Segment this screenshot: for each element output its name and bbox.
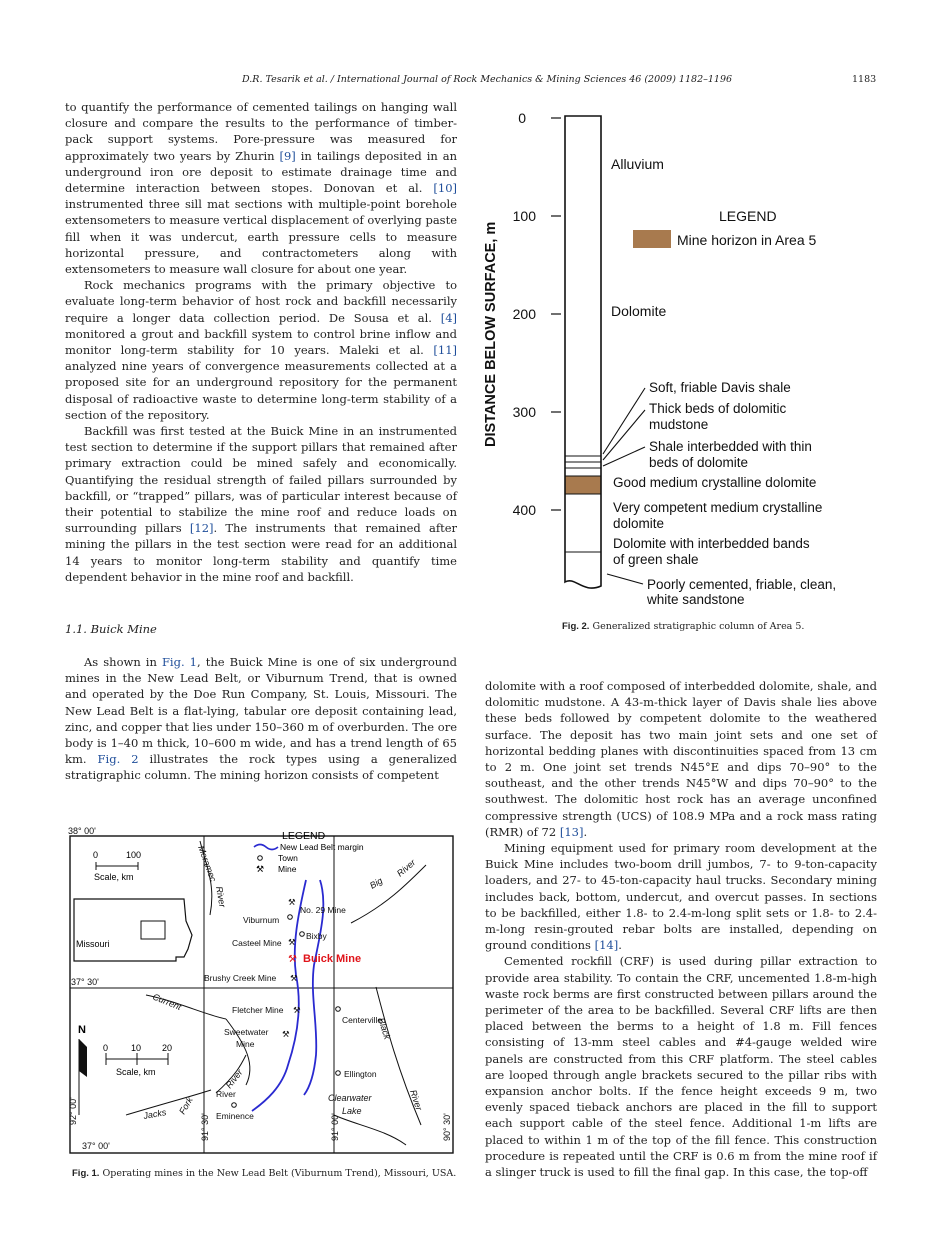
place-label: Viburnum <box>243 915 280 925</box>
scale-label: Scale, km <box>94 872 134 882</box>
paragraph: Mining equipment used for primary room development at the Buick Mine includes two-boom drill jumbos, 7- to 9-ton-capacity loaders, and 27- to 45-ton-capacity haul trucks. Secondary mining includes back, bottom, undercut, and overcut passes. In sections to be backfilled, either 1.8- to 2.4-m-long split sets or 1.8- to 2.4-m-long resin-grouted rebar bolts are installed, depending on ground conditions [14]. <box>485 841 877 953</box>
place-label: Brushy Creek Mine <box>204 973 277 983</box>
coord-label: 92° 00' <box>68 1097 78 1125</box>
caption-label: Fig. 2. <box>562 621 590 632</box>
strat-label: mudstone <box>649 417 709 432</box>
running-header <box>0 74 925 88</box>
left-column-top <box>65 99 457 585</box>
buick-mine-label: Buick Mine <box>303 953 362 965</box>
mine-horizon-band <box>565 476 601 494</box>
svg-text:Mine: Mine <box>278 864 297 874</box>
strat-label: Dolomite with interbedded bands <box>613 536 810 551</box>
strat-label: dolomite <box>613 516 665 531</box>
unit-label: Dolomite <box>611 303 667 319</box>
figure-1-caption <box>72 1168 456 1179</box>
svg-text:10: 10 <box>131 1043 142 1053</box>
axis-label: DISTANCE BELOW SURFACE, m <box>483 221 499 447</box>
strat-label: Soft, friable Davis shale <box>649 380 791 395</box>
left-column-bottom <box>65 654 457 784</box>
right-column <box>485 678 877 1180</box>
citation-link[interactable]: [4] <box>440 310 457 325</box>
scale-label: 0 <box>93 850 99 860</box>
citation-link[interactable]: [13] <box>559 824 584 839</box>
place-label: River <box>216 1089 236 1099</box>
svg-text:Black: Black <box>376 1016 393 1041</box>
svg-text:Town: Town <box>278 853 298 863</box>
citation-link[interactable]: [11] <box>433 343 457 358</box>
running-title: D.R. Tesarik et al. / International Journal of Rock Mechanics & Mining Sciences 46 (2009) 1182–1196 <box>242 74 733 85</box>
svg-text:Scale, km: Scale, km <box>116 1067 156 1077</box>
citation-link[interactable]: Fig. 2 <box>97 752 139 767</box>
svg-text:⚒: ⚒ <box>290 973 298 983</box>
svg-text:20: 20 <box>162 1043 173 1053</box>
coord-label: 91° 30' <box>200 1113 210 1141</box>
caption-text: Generalized stratigraphic column of Area 5. <box>592 621 805 632</box>
place-label: Fletcher Mine <box>232 1005 284 1015</box>
coord-label: 90° 30' <box>442 1113 452 1141</box>
paragraph: As shown in Fig. 1, the Buick Mine is one of six underground mines in the New Lead Belt, or Viburnum Trend, that is owned and operated by the Doe Run Company, St. Louis, Missouri. The New Lead Belt is a flat-lying, tabular ore deposit containing lead, zinc, and copper that lies under 150–360 m of overburden. The ore body is 1–40 m thick, 10–600 m wide, and has a trend length of 65 km. Fig. 2 illustrates the rock types using a generalized stratigraphic column. The mining horizon consists of competent <box>65 655 457 783</box>
svg-text:Meramec: Meramec <box>196 844 219 883</box>
paragraph: Cemented rockfill (CRF) is used during pillar extraction to provide area stability. To contain the CRF, uncemented 1.8-m-high waste rock berms are first constructed between pillars around the perimeter of the area to be backfilled. Several CRF lifts are then placed between the berms to a height of 1.8 m. Fill fences consisting of 13-mm steel cables and #4-gauge welded wire panels are constructed from this CRF platform. The steel cables are looped through angle brackets secured to the pillar ribs with expansion anchor bolts. If the fence height exceeds 9 m, two evenly spaced tieback anchors are placed in the fill to support each support cable of the steel fence. Additional 1-m lifts are placed to within 1 m of the top of the fill fence. This construction procedure is repeated until the CRF is 0.6 m from the mine roof if a slinger truck is used to fill the final gap. In this case, the top-off <box>485 954 877 1180</box>
inset-state-label: Missouri <box>76 939 110 949</box>
place-label: No. 29 Mine <box>300 905 346 915</box>
legend-title: LEGEND <box>719 208 777 224</box>
scale-label: 100 <box>126 850 142 860</box>
tick-label: 300 <box>512 404 536 420</box>
paragraph: Rock mechanics programs with the primary objective to evaluate long-term behavior of host rock and backfill necessarily require a longer data collection period. De Sousa et al. [4] monitored a grout and backfill system to control brine inflow and monitor long-term stability for 10 years. Maleki et al. [11] analyzed nine years of convergence measurements collected at a proposed site for an underground repository for the permanent disposal of radioactive waste to determine long-term stability of a section of the repository. <box>65 278 457 422</box>
place-label: Sweetwater <box>224 1027 269 1037</box>
tick-label: 200 <box>512 306 536 322</box>
unit-label: Alluvium <box>611 156 664 172</box>
svg-text:River: River <box>394 857 418 879</box>
place-label: Bixby <box>306 931 327 941</box>
svg-text:Jacks: Jacks <box>142 1107 168 1121</box>
coord-label: 38° 00' <box>68 826 96 836</box>
place-label: Ellington <box>344 1069 377 1079</box>
svg-text:⚒: ⚒ <box>256 864 265 874</box>
svg-text:0: 0 <box>103 1043 109 1053</box>
strat-label: white sandstone <box>647 592 745 607</box>
citation-link[interactable]: [10] <box>433 181 457 196</box>
page-number: 1183 <box>852 74 877 85</box>
strat-label: Good medium crystalline dolomite <box>613 475 817 490</box>
svg-text:Current: Current <box>151 991 183 1013</box>
svg-text:⚒: ⚒ <box>293 1005 301 1015</box>
citation-link[interactable]: [9] <box>279 148 296 163</box>
paragraph: dolomite with a roof composed of interbedded dolomite, shale, and dolomitic mudstone. A 43-m-thick layer of Davis shale lies above these beds followed by competent dolomite to the weathered surface. The deposit has two main joint sets and one set of horizontal bedding planes with discontinuities spaced from 13 cm to 2 m. One joint set trends N45°E and dips 70–90° to the southeast, and the other trends N45°W and dips 70–90° to the southwest. The dolomitic host rock has an average unconfined compressive strength (UCS) of 108.9 MPa and a rock mass rating (RMR) of 72 [13]. <box>485 679 877 839</box>
place-label: Casteel Mine <box>232 938 282 948</box>
svg-text:Clearwater: Clearwater <box>328 1093 372 1103</box>
svg-text:New Lead Belt margin: New Lead Belt margin <box>280 842 364 852</box>
svg-text:River: River <box>408 1088 425 1112</box>
svg-text:Fork: Fork <box>177 1095 195 1116</box>
tick-label: 400 <box>512 502 536 518</box>
svg-text:N: N <box>78 1024 86 1036</box>
svg-text:River: River <box>214 885 228 909</box>
tick-label: 0 <box>518 110 526 126</box>
place-label: Mine <box>236 1039 255 1049</box>
strat-label: Poorly cemented, friable, clean, <box>647 577 837 592</box>
svg-text:⚒: ⚒ <box>288 954 297 965</box>
figure-2-stratigraphic-column <box>483 104 883 614</box>
place-label: Centerville <box>342 1015 383 1025</box>
svg-text:⚒: ⚒ <box>288 937 296 947</box>
coord-label: 37° 00' <box>82 1141 110 1151</box>
paragraph: to quantify the performance of cemented tailings on hanging wall closure and compare the results to the performance of timber-pack support systems. Pore-pressure was measured for approximately two years by Zhurin [9] in tailings deposited in an underground iron ore deposit to estimate drainage time and determine interaction between stopes. Donovan et al. [10] instrumented three sill mat sections with multiple-point borehole extensometers to measure vertical displacement of overlying paste fill when it was undercut, earth pressure cells to measure horizontal pressure, and contractometers along with extensometers to measure wall closure for about one year. <box>65 100 458 277</box>
strat-label: Thick beds of dolomitic <box>649 401 787 416</box>
svg-text:Big: Big <box>368 875 385 891</box>
figure-1-map <box>66 825 461 1157</box>
legend-swatch <box>633 230 671 248</box>
citation-link[interactable]: [14] <box>594 938 619 953</box>
svg-text:Lake: Lake <box>342 1106 362 1116</box>
caption-label: Fig. 1. <box>72 1168 100 1179</box>
section-heading: 1.1. Buick Mine <box>65 622 157 636</box>
strat-label: Very competent medium crystalline <box>613 500 823 515</box>
place-label: Eminence <box>216 1111 254 1121</box>
svg-text:⚒: ⚒ <box>288 897 296 907</box>
coord-label: 37° 30' <box>71 977 99 987</box>
strat-label: of green shale <box>613 552 699 567</box>
strat-label: beds of dolomite <box>649 455 749 470</box>
tick-label: 100 <box>512 208 536 224</box>
figure-2-caption <box>562 621 804 632</box>
legend-item: Mine horizon in Area 5 <box>677 232 817 248</box>
caption-text: Operating mines in the New Lead Belt (Viburnum Trend), Missouri, USA. <box>102 1168 457 1179</box>
column-outline <box>565 116 601 588</box>
svg-text:⚒: ⚒ <box>282 1029 290 1039</box>
svg-text:LEGEND: LEGEND <box>282 830 326 842</box>
paragraph: Backfill was first tested at the Buick Mine in an instrumented test section to determine if the support pillars that remained after primary extraction could be mined safely and economically. Quantifying the residual strength of failed pillars surrounded by backfill, or “trapped” pillars, was of particular interest because of their potential to stabilize the mine roof and reduce loads on surrounding pillars [12]. The instruments that remained after mining the pillars in the test section were read for an additional 14 years to monitor long-term stability and quantify time dependent behavior in the mine roof and backfill. <box>65 424 458 584</box>
svg-text:River: River <box>223 1067 245 1091</box>
strat-label: Shale interbedded with thin <box>649 439 812 454</box>
citation-link[interactable]: Fig. 1 <box>161 655 198 669</box>
coord-label: 91° 00' <box>330 1113 340 1141</box>
citation-link[interactable]: [12] <box>189 521 214 536</box>
